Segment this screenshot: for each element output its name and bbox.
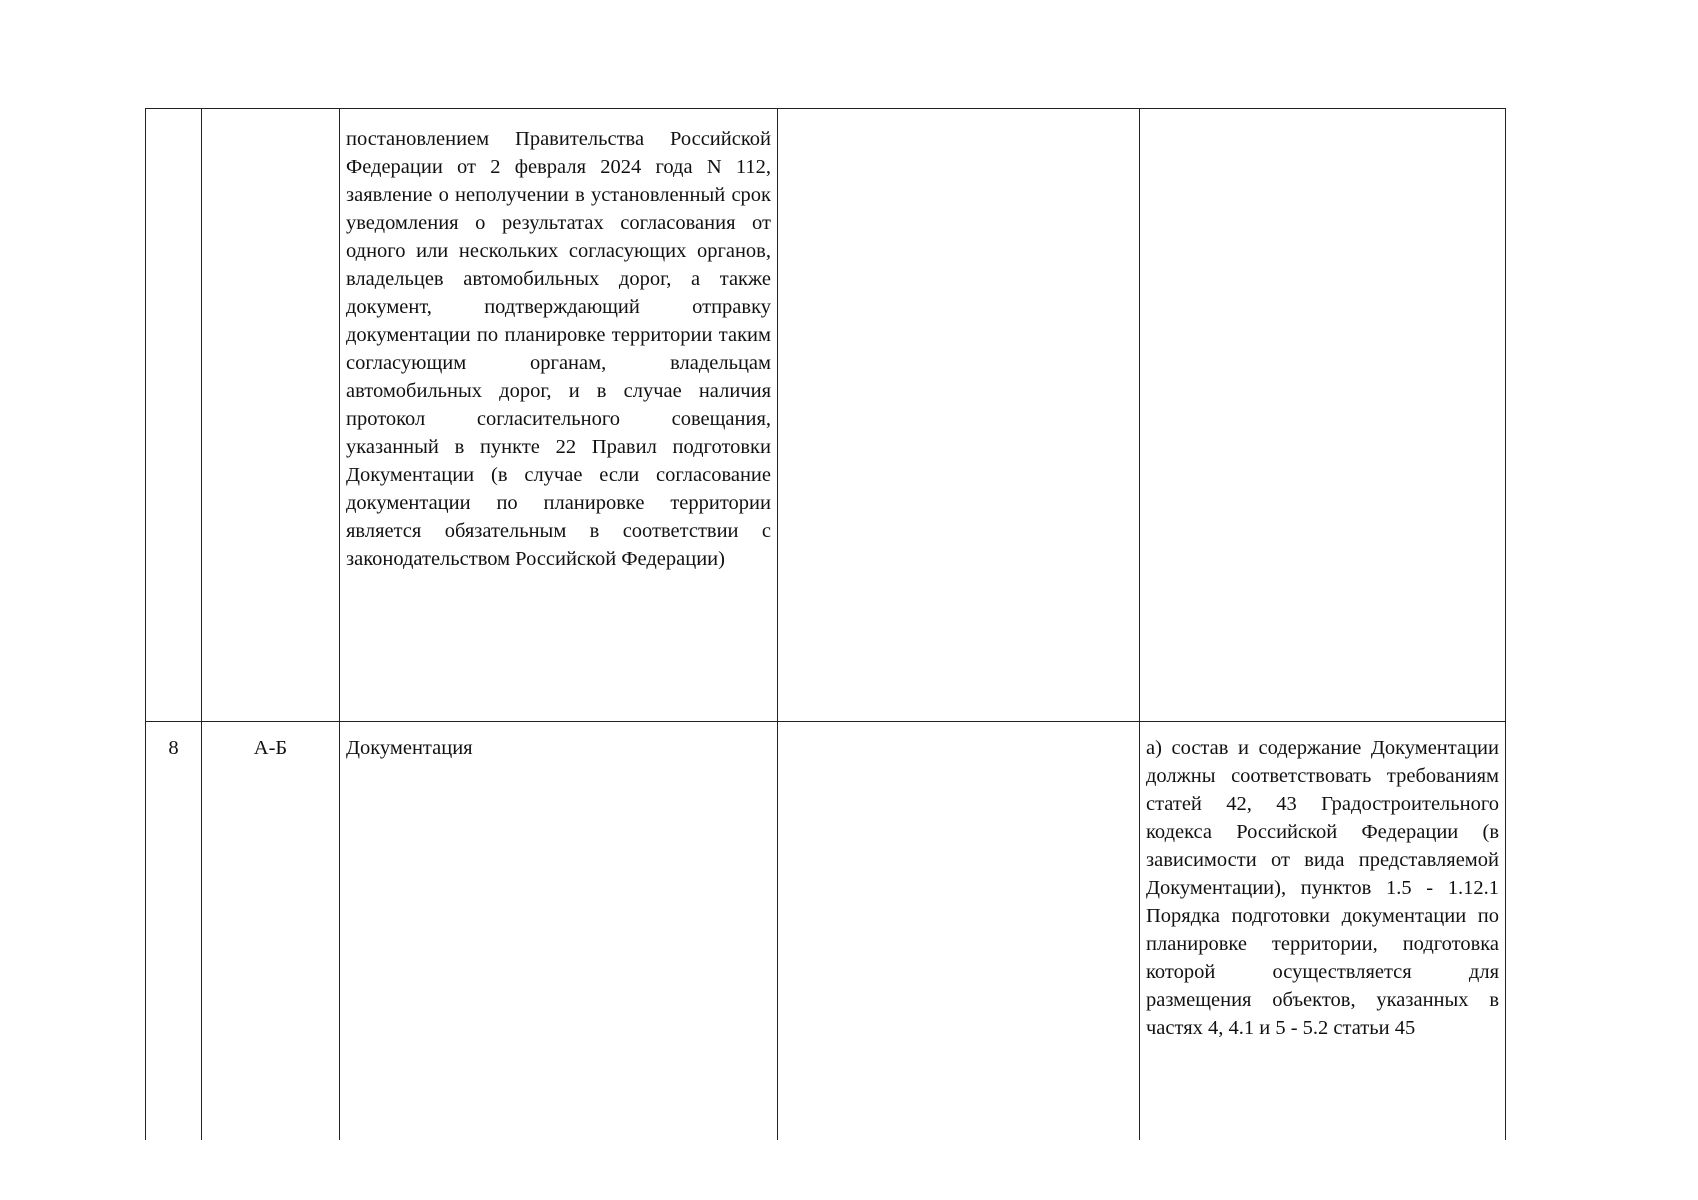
row-number-cell [146,722,202,1141]
requirements-table [145,108,1506,1140]
empty-cell [778,109,1140,722]
requirements-cell [1140,109,1506,722]
row-category [202,109,339,125]
category-cell [202,722,340,1141]
document-cell [340,722,778,1141]
document-text: постановлением Правительства Российской Федерации от 2 февраля 2024 года N 112, заявление о неполучении в установленный срок уведомления о результатах согласования от одного или нескольких согласующих органов, владельцев автомобильных дорог, а также документ, подтверждающий отправку документации по планировке территории таким согласующим органам, владельцам автомобильных дорог, и в случае наличия протокол согласительного совещания, указанный в пункте 22 Правил подготовки Документации (в случае если согласование документации по планировке территории является обязательным в соответствии с законодательством Российской Федерации) [346,128,771,570]
document-cell [340,109,778,722]
document-text: Документация [346,737,473,759]
requirements-text: а) состав и содержание Документации должны соответствовать требованиям статей 42, 43 Градостроительного кодекса Российской Федерации (в зависимости от вида представляемой Документации), пунктов 1.5 - 1.12.1 Порядка подготовки документации по планировке территории, подготовка которой осуществляется для размещения объектов, указанных в частях 4, 4.1 и 5 - 5.2 статьи 45 [1146,737,1499,1039]
row-number: 8 [168,737,179,759]
row-number [146,109,201,125]
table-row [146,109,1506,722]
row-number-cell [146,109,202,722]
requirements-cell [1140,722,1506,1141]
requirements-text [1140,109,1505,125]
category-cell [202,109,340,722]
cell-text [778,109,1139,125]
empty-cell [778,722,1140,1141]
row-category: А-Б [253,737,288,759]
table-row [146,722,1506,1141]
cell-text [778,722,1139,734]
